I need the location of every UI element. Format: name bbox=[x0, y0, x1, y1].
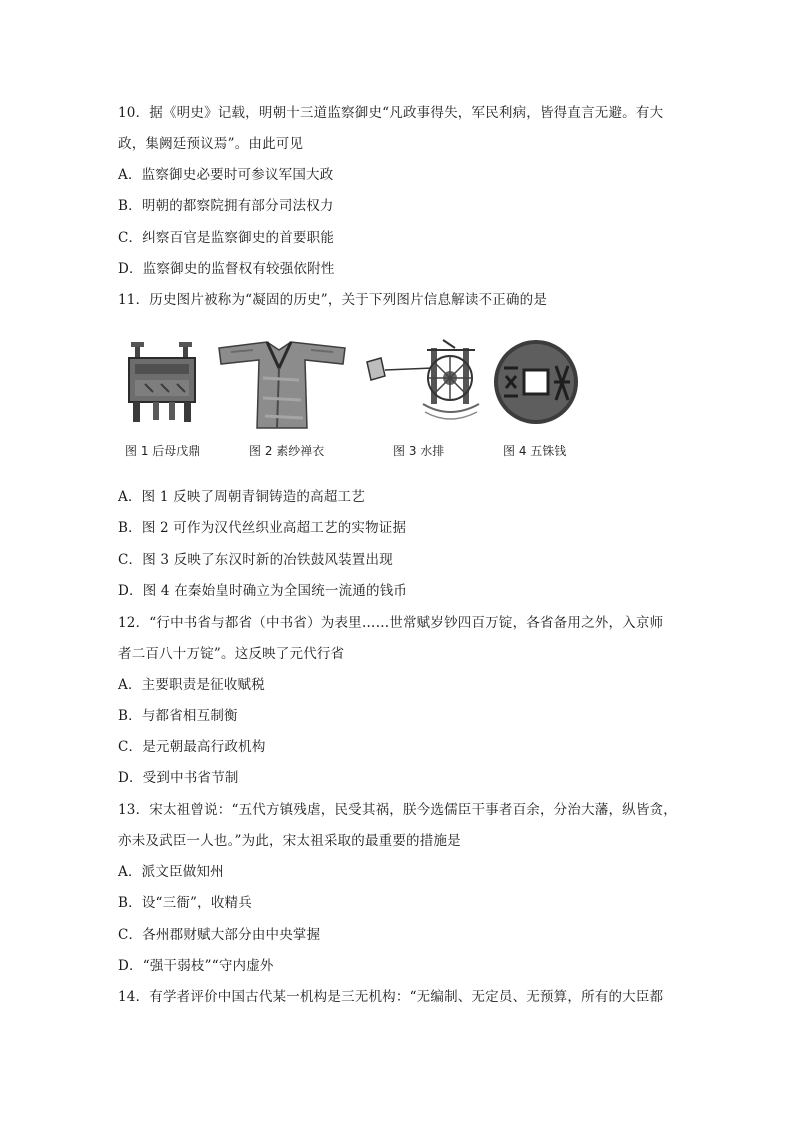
q13-option-c: C．各州郡财赋大部分由中央掌握 bbox=[118, 927, 321, 943]
q10-option-c: C．纠察百官是监察御史的首要职能 bbox=[118, 230, 335, 246]
q13-option-d: D．“强干弱枝”“守内虚外 bbox=[118, 958, 274, 974]
q10-stem-line1: 10．据《明史》记载，明朝十三道监察御史“凡政事得失，军民利病，皆得直言无避。有大 bbox=[118, 105, 664, 121]
q11-option-c: C．图 3 反映了东汉时新的冶铁鼓风装置出现 bbox=[118, 552, 393, 568]
q11-option-b: B．图 2 可作为汉代丝织业高超工艺的实物证据 bbox=[118, 520, 407, 536]
q12-stem-line2: 者二百八十万锭”。这反映了元代行省 bbox=[118, 646, 345, 662]
water-bellows-icon bbox=[363, 338, 488, 430]
q10-stem-line2: 政，集阙廷预议焉”。由此可见 bbox=[118, 136, 304, 152]
q13-option-a: A．派文臣做知州 bbox=[118, 864, 224, 880]
q12-option-d: D．受到中书省节制 bbox=[118, 770, 239, 786]
q12-option-a: A．主要职责是征收赋税 bbox=[118, 677, 265, 693]
q14-stem-line1: 14．有学者评价中国古代某一机构是三无机构：“无编制、无定员、无预算，所有的大臣都 bbox=[118, 989, 664, 1005]
wuzhu-coin-icon bbox=[490, 338, 582, 430]
q10-option-d: D．监察御史的监督权有较强依附性 bbox=[118, 261, 335, 277]
figure-3-caption: 图 3 水排 bbox=[393, 444, 445, 458]
q11-stem: 11．历史图片被称为“凝固的历史”，关于下列图片信息解读不正确的是 bbox=[118, 292, 548, 308]
q11-option-d: D．图 4 在秦始皇时确立为全国统一流通的钱币 bbox=[118, 583, 408, 599]
q13-stem-line2: 亦未及武臣一人也。”为此，宋太祖采取的最重要的措施是 bbox=[118, 833, 461, 849]
figure-2-caption: 图 2 素纱禅衣 bbox=[249, 444, 325, 458]
q13-stem-line1: 13．宋太祖曾说：“五代方镇残虐，民受其祸，朕今选儒臣干事者百余，分治大藩，纵皆贪， bbox=[118, 802, 677, 818]
figure-4-caption: 图 4 五铢钱 bbox=[503, 444, 567, 458]
q11-option-a: A．图 1 反映了周朝青铜铸造的高超工艺 bbox=[118, 489, 365, 505]
bronze-ding-icon bbox=[125, 338, 215, 428]
q12-option-b: B．与都省相互制衡 bbox=[118, 708, 238, 724]
q11-figure-strip bbox=[125, 338, 595, 468]
q10-option-a: A．监察御史必要时可参议军国大政 bbox=[118, 167, 334, 183]
silk-robe-icon bbox=[217, 338, 347, 430]
q10-option-b: B．明朝的都察院拥有部分司法权力 bbox=[118, 198, 334, 214]
q12-stem-line1: 12．“行中书省与都省（中书省）为表里……世常赋岁钞四百万锭，各省备用之外，入京师 bbox=[118, 615, 664, 631]
q13-option-b: B．设“三衙”，收精兵 bbox=[118, 895, 252, 911]
figure-1-caption: 图 1 后母戊鼎 bbox=[125, 444, 201, 458]
q12-option-c: C．是元朝最高行政机构 bbox=[118, 739, 266, 755]
